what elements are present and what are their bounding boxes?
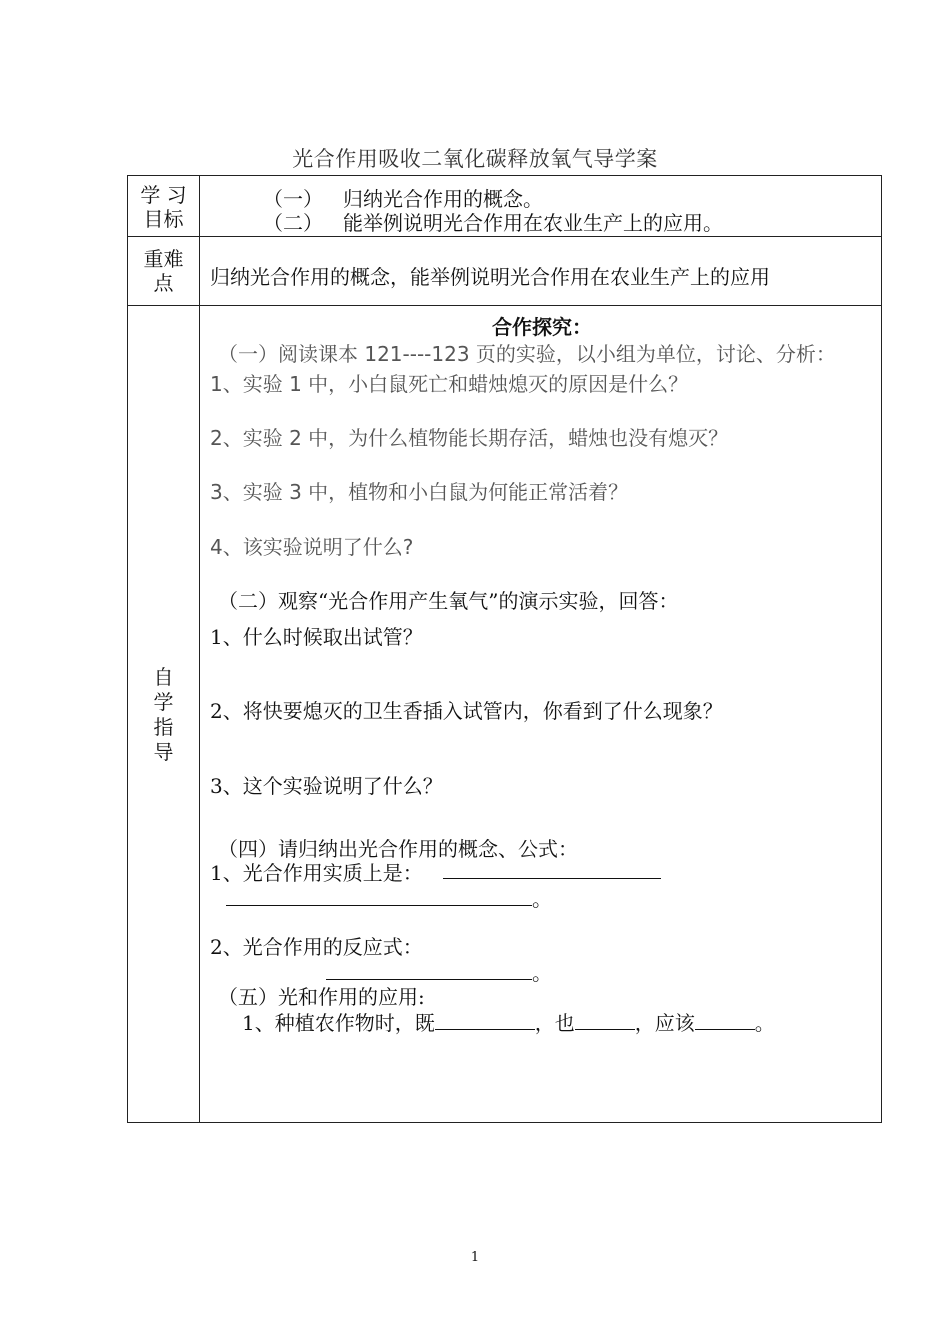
goal-item-2-num: （二） [263,211,323,235]
answer-blank-4-1a[interactable] [443,857,661,883]
worksheet-table [127,175,882,1123]
question-5-1-part-d: 。 [754,1011,775,1035]
difficulty-text: 归纳光合作用的概念，能举例说明光合作用在农业生产上的应用 [210,265,770,289]
section-1-title: （一）阅读课本 121----123 页的实验，以小组为单位，讨论、分析： [218,342,836,366]
section-4-title: （四）请归纳出光合作用的概念、公式： [218,837,578,861]
goals-label [128,183,199,231]
row-divider-2 [128,305,881,306]
guide-label-char-2: 学 [153,690,174,714]
question-5-1-part-a: 1、种植农作物时，既 [242,1011,435,1035]
question-4-2: 2、光合作用的反应式： [210,935,423,959]
answer-blank-4-2[interactable] [326,961,532,980]
question-2-1: 1、什么时候取出试管？ [210,625,423,649]
guide-label-char-4: 导 [153,740,174,764]
guide-heading: 合作探究： [492,315,592,339]
row-divider-1 [128,236,881,237]
answer-line-4-1b [226,883,552,912]
guide-label-char-1: 自 [153,665,174,689]
question-4-1-end: 。 [532,887,552,911]
answer-blank-5-1c[interactable] [695,1011,755,1030]
question-5-1-part-b: ，也 [534,1011,575,1035]
question-1-3: 3、实验 3 中，植物和小白鼠为何能正常活着？ [210,480,629,504]
column-divider [199,176,200,1122]
question-4-2-end: 。 [532,961,552,985]
question-5-1-part-c: ，应该 [634,1011,695,1035]
goals-label-line1: 学 习 [140,183,187,207]
document-title: 光合作用吸收二氧化碳释放氧气导学案 [292,147,658,171]
guide-label-char-3: 指 [153,715,174,739]
question-5-1 [242,1007,775,1036]
answer-blank-5-1b[interactable] [575,1011,635,1030]
page-number: 1 [470,1250,480,1265]
question-1-4: 4、该实验说明了什么? [210,535,414,559]
question-4-1: 1、光合作用实质上是： [210,861,423,885]
section-5-title: （五）光和作用的应用: [218,985,425,1009]
guide-label [128,665,199,765]
answer-blank-5-1a[interactable] [435,1011,535,1030]
difficulty-label-line1: 重难 [143,247,184,271]
question-1-1: 1、实验 1 中，小白鼠死亡和蜡烛熄灭的原因是什么？ [210,372,689,396]
goal-item-1-num: （一） [263,187,323,211]
goal-item-2-text: 能举例说明光合作用在农业生产上的应用。 [343,211,723,235]
question-2-3: 3、这个实验说明了什么？ [210,774,443,798]
answer-blank-4-1b[interactable] [226,887,532,906]
goal-item-1-text: 归纳光合作用的概念。 [343,187,543,211]
difficulty-label [128,247,199,295]
difficulty-label-line2: 点 [153,271,174,295]
goals-label-line2: 目标 [143,207,184,231]
question-2-2: 2、将快要熄灭的卫生香插入试管内，你看到了什么现象？ [210,699,723,723]
question-1-2: 2、实验 2 中，为什么植物能长期存活，蜡烛也没有熄灭？ [210,426,729,450]
section-2-title: （二）观察“光合作用产生氧气”的演示实验，回答： [218,589,679,613]
